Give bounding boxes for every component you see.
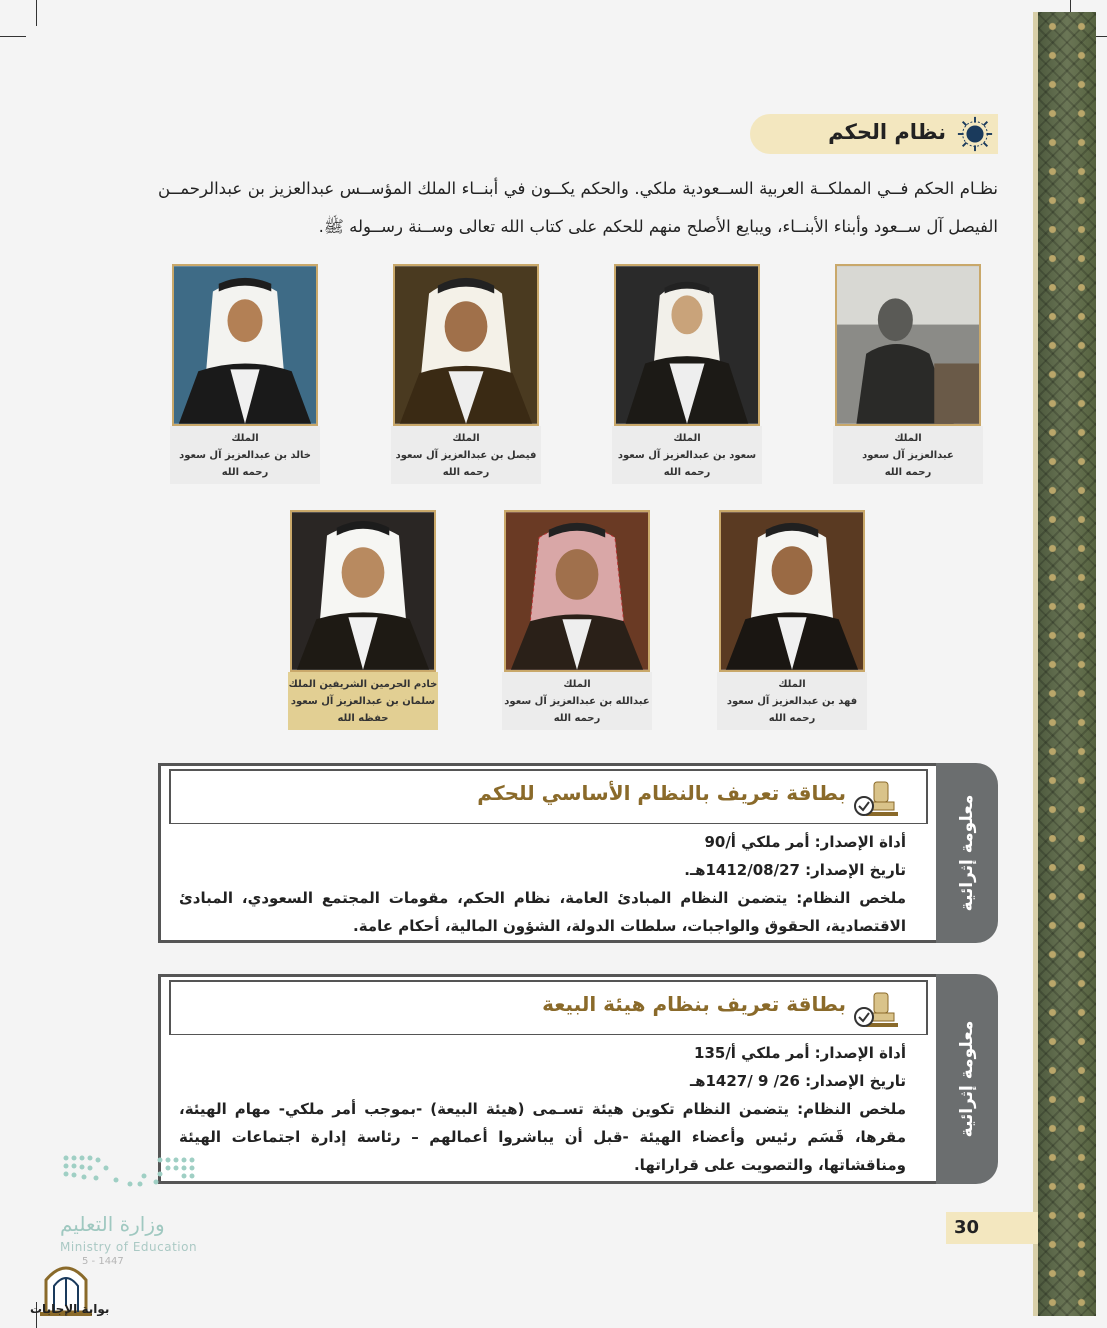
- enrichment-tab-label: معلومة إثرائية: [957, 1020, 977, 1138]
- enrichment-card: [158, 763, 998, 943]
- card-title: بطاقة تعريف بنظام هيئة البيعة: [542, 992, 846, 1016]
- caption-note: رحمه الله: [768, 713, 816, 724]
- card-body: [169, 824, 928, 934]
- caption-note: رحمه الله: [553, 713, 601, 724]
- caption-title: الملك: [563, 679, 591, 690]
- card-header: [169, 769, 928, 825]
- card-line: ملخص النظام: يتضمن النظام تكوين هيئة تسـمى (هيئة البيعة) -بموجب أمر ملكي- مهام الهيئة، مقرها، قَسَم رئيس وأعضاء الهيئة -قبل أن يباشروا أعمالهم – رئاسة إدارة اجتماعات الهيئة ومناقشاتها، والتصويت على قراراتها.: [179, 1100, 906, 1174]
- crop-mark: [0, 36, 26, 37]
- section-header: [750, 114, 998, 154]
- watermark-text: بوابة الإجابات: [30, 1302, 110, 1316]
- caption-name: سعود بن عبدالعزيز آل سعود: [617, 450, 757, 461]
- king-portrait: [393, 264, 541, 484]
- section-title: نظام الحكم: [828, 120, 946, 144]
- caption-name: عبدالله بن عبدالعزيز آل سعود: [504, 696, 650, 707]
- card-body: [169, 1035, 928, 1175]
- stamp-check-icon: [852, 774, 904, 820]
- portrait-photo: [290, 510, 436, 672]
- enrichment-tab: [936, 974, 998, 1184]
- caption-title: الملك: [452, 433, 480, 444]
- caption-name: فيصل بن عبدالعزيز آل سعود: [395, 450, 537, 461]
- portrait-caption: [502, 672, 652, 730]
- portrait-photo: [614, 264, 760, 426]
- portrait-caption: [170, 426, 320, 484]
- page-number: 30: [954, 1217, 980, 1238]
- card-header: [169, 980, 928, 1036]
- caption-title: خادم الحرمين الشريفين الملك: [288, 679, 438, 690]
- king-portrait: [290, 510, 438, 730]
- enrichment-tab-label: معلومة إثرائية: [957, 794, 977, 912]
- king-portrait: [719, 510, 867, 730]
- portrait-photo: [393, 264, 539, 426]
- caption-note: رحمه الله: [442, 467, 490, 478]
- card-frame: [158, 974, 936, 1184]
- portrait-caption: [612, 426, 762, 484]
- card-frame: [158, 763, 936, 943]
- card-title: بطاقة تعريف بالنظام الأساسي للحكم: [477, 781, 846, 805]
- card-line: أداة الإصدار: أمر ملكي أ/90: [704, 833, 906, 851]
- caption-note: رحمه الله: [221, 467, 269, 478]
- portrait-photo: [719, 510, 865, 672]
- portrait-caption: [288, 672, 438, 730]
- caption-name: خالد بن عبدالعزيز آل سعود: [179, 450, 311, 461]
- caption-note: حفظه الله: [337, 713, 389, 724]
- enrichment-card: [158, 974, 998, 1184]
- caption-title: الملك: [231, 433, 259, 444]
- enrichment-tab: [936, 763, 998, 943]
- caption-title: الملك: [894, 433, 922, 444]
- ministry-name-en: Ministry of Education: [60, 1240, 198, 1254]
- card-line: ملخص النظام: يتضمن النظام المبادئ العامة، نظام الحكم، مقومات المجتمع السعودي، المبادئ الاقتصادية، الحقوق والواجبات، سلطات الدولة، الشؤون المالية، أحكام عامة.: [179, 889, 906, 935]
- card-line: تاريخ الإصدار: 26/ 9 /1427هـ: [689, 1072, 906, 1090]
- decorative-border: [1038, 12, 1096, 1316]
- portrait-photo: [504, 510, 650, 672]
- king-portrait: [172, 264, 320, 484]
- caption-name: عبدالعزيز آل سعود: [862, 450, 954, 461]
- portrait-caption: [833, 426, 983, 484]
- intro-paragraph: نظـام الحكم فــي المملكــة العربية الســعودية ملكي. والحكم يكــون في أبنــاء الملك المؤســس عبدالعزيز بن عبدالرحمــن الفيصل آل ســعود وأبناء الأبنــاء، ويبايع الأصلح منهم للحكم على كتاب الله تعالى وســنة رســوله ﷺ.: [158, 179, 998, 236]
- caption-title: الملك: [673, 433, 701, 444]
- king-portrait: [614, 264, 762, 484]
- card-line: تاريخ الإصدار: 1412/08/27هـ.: [684, 861, 906, 879]
- caption-note: رحمه الله: [663, 467, 711, 478]
- ministry-year: 5 - 1447: [82, 1256, 124, 1267]
- sun-ornament-icon: [956, 115, 994, 153]
- king-portrait: [504, 510, 652, 730]
- portrait-photo: [172, 264, 318, 426]
- caption-name: سلمان بن عبدالعزيز آل سعود: [290, 696, 436, 707]
- caption-title: الملك: [778, 679, 806, 690]
- stamp-check-icon: [852, 985, 904, 1031]
- card-line: أداة الإصدار: أمر ملكي أ/135: [694, 1044, 906, 1062]
- portrait-caption: [717, 672, 867, 730]
- caption-name: فهد بن عبدالعزيز آل سعود: [726, 696, 858, 707]
- ministry-name-ar: وزارة التعليم: [60, 1212, 165, 1236]
- portrait-photo: [835, 264, 981, 426]
- page-number-box: [946, 1212, 1038, 1244]
- crop-mark: [36, 0, 37, 26]
- caption-note: رحمه الله: [884, 467, 932, 478]
- portrait-caption: [391, 426, 541, 484]
- king-portrait: [835, 264, 983, 484]
